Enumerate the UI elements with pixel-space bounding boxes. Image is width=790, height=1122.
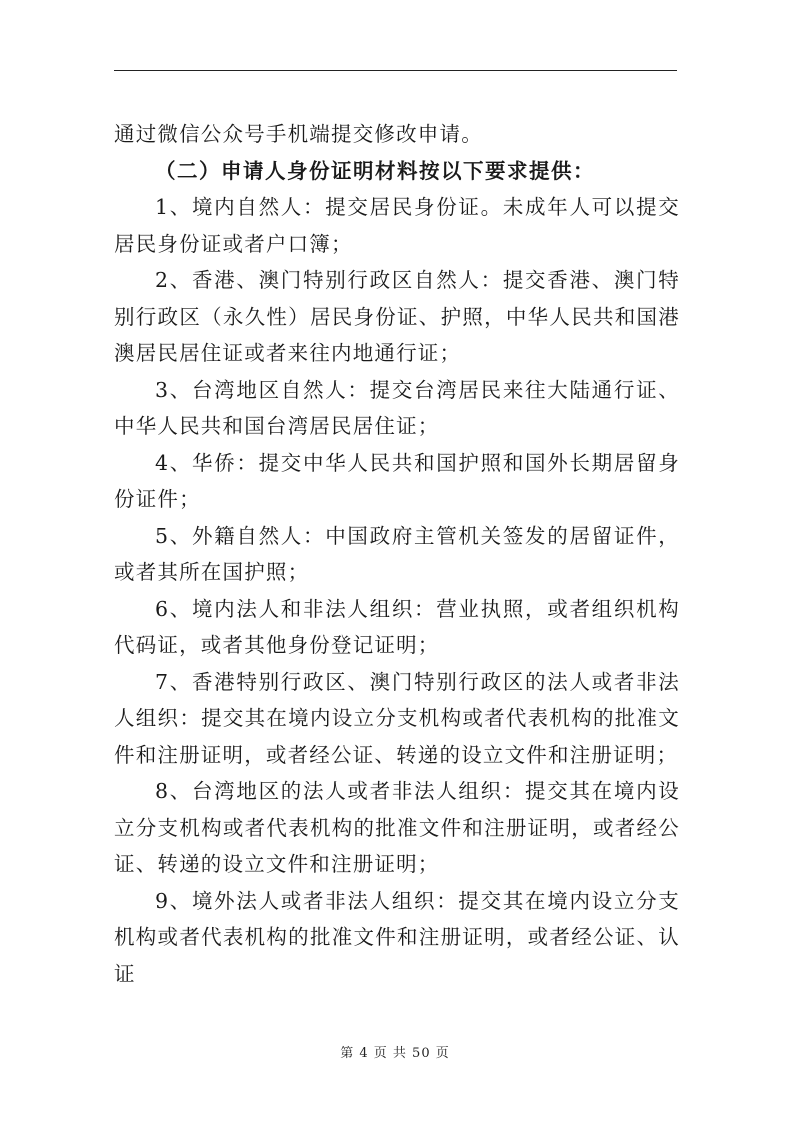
paragraph-continuation: 通过微信公众号手机端提交修改申请。: [114, 122, 483, 146]
list-item-6: 6、境内法人和非法人组织：营业执照，或者组织机构代码证，或者其他身份登记证明；: [114, 596, 680, 657]
section-heading: （二）申请人身份证明材料按以下要求提供：: [155, 158, 595, 183]
list-item-2: 2、香港、澳门特别行政区自然人：提交香港、澳门特别行政区（永久性）居民身份证、护照，中华人民共和国港澳居民居住证或者来往内地通行证；: [114, 268, 680, 365]
document-body: [114, 116, 680, 992]
list-item-3: 3、台湾地区自然人：提交台湾居民来往大陆通行证、中华人民共和国台湾居民居住证；: [114, 377, 680, 438]
list-item-8: 8、台湾地区的法人或者非法人组织：提交其在境内设立分支机构或者代表机构的批准文件和注册证明，或者经公证、转递的设立文件和注册证明；: [114, 779, 680, 876]
list-item-7: 7、香港特别行政区、澳门特别行政区的法人或者非法人组织：提交其在境内设立分支机构或者代表机构的批准文件和注册证明，或者经公证、转递的设立文件和注册证明；: [114, 669, 680, 767]
list-item-1: 1、境内自然人：提交居民身份证。未成年人可以提交居民身份证或者户口簿；: [114, 195, 680, 256]
page-footer: 第 4 页 共 50 页: [340, 1046, 450, 1061]
header-rule: [114, 70, 677, 71]
list-item-4: 4、华侨：提交中华人民共和国护照和国外长期居留身份证件；: [114, 450, 680, 511]
list-item-9: 9、境外法人或者非法人组织：提交其在境内设立分支机构或者代表机构的批准文件和注册证明，或者经公证、认证: [114, 888, 680, 986]
list-item-5: 5、外籍自然人：中国政府主管机关签发的居留证件，或者其所在国护照；: [114, 523, 680, 584]
